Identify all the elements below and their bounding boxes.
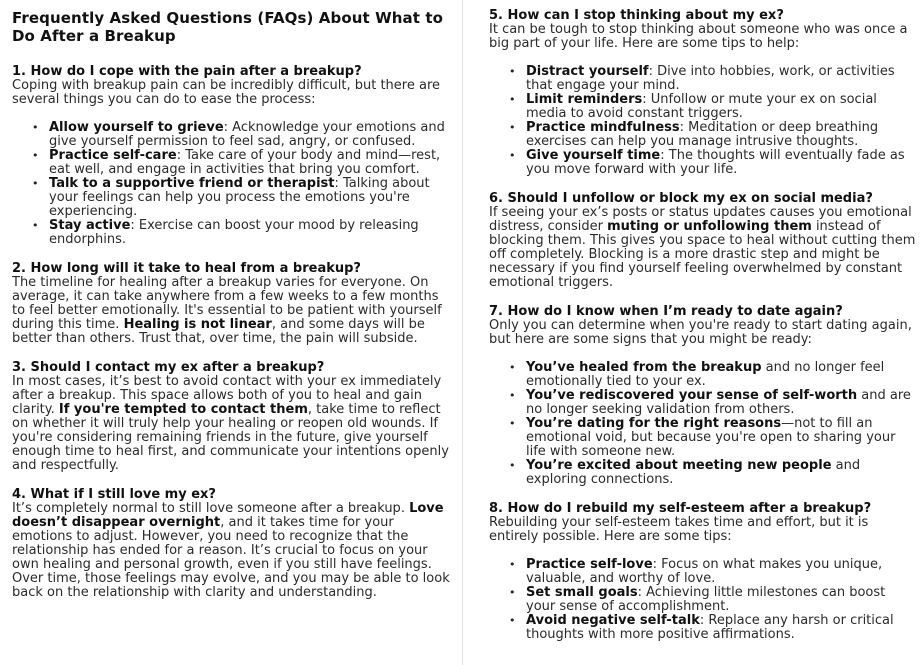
list-item: • Limit reminders: Unfollow or mute your ex on social media to avoid constant triggers. [509, 92, 877, 121]
list-item: • Stay active: Exercise can boost your mood by releasing endorphins. [32, 218, 419, 247]
page-title: Frequently Asked Questions (FAQs) About What to Do After a Breakup [12, 9, 444, 45]
bullet-icon: • [32, 149, 39, 162]
faq-question: 3. Should I contact my ex after a breakup? [12, 360, 325, 375]
list-item: • Practice self-love: Focus on what makes you unique, valuable, and worthy of love. [509, 557, 883, 586]
bullet-icon: • [509, 558, 516, 571]
faq-3 [12, 361, 450, 473]
faq-question: 8. How do I rebuild my self-esteem after a breakup? [489, 501, 872, 516]
list-item: • Practice self-care: Take care of your body and mind—rest, eat well, and engage in activities that bring you comfort. [32, 148, 441, 177]
faq-question: 4. What if I still love my ex? [12, 487, 216, 502]
bullet-icon: • [509, 614, 516, 627]
faq-6 [489, 192, 918, 290]
right-column [463, 0, 924, 665]
faq-1 [12, 65, 450, 247]
bullet-icon: • [509, 417, 516, 430]
faq-answer: It’s completely normal to still love someone after a breakup. Love doesn’t disappear overnight, and it takes time for your emotions to adjust. However, you need to recognize that the relationship has ended for a reason. It’s crucial to focus on your own healing and personal growth, even if you still have feelings. Over time, those feelings may evolve, and you may be able to look back on the relationship with clarity and understanding. [12, 501, 450, 600]
list-item: • Distract yourself: Dive into hobbies, work, or activities that engage your mind. [509, 64, 895, 93]
bullet-icon: • [509, 65, 516, 78]
list-item: • You’ve rediscovered your sense of self-worth and are no longer seeking validation from others. [509, 388, 911, 417]
bullet-icon: • [32, 219, 39, 232]
faq-question: 2. How long will it take to heal from a breakup? [12, 261, 361, 276]
bullet-icon: • [509, 121, 516, 134]
bullet-icon: • [509, 93, 516, 106]
bullet-icon: • [509, 459, 516, 472]
list-item: • Avoid negative self-talk: Replace any harsh or critical thoughts with more positive affirmations. [509, 613, 894, 642]
list-item: • You’ve healed from the breakup and no longer feel emotionally tied to your ex. [509, 360, 885, 389]
faq-8 [489, 502, 918, 642]
faq-intro: It can be tough to stop thinking about someone who was once a big part of your life. Here are some tips to help: [489, 22, 908, 51]
list-item: • Set small goals: Achieving little milestones can boost your sense of accomplishment. [509, 585, 886, 614]
faq-question: 5. How can I stop thinking about my ex? [489, 8, 784, 23]
bullet-icon: • [509, 361, 516, 374]
tips-list [489, 65, 918, 177]
list-item: • You’re dating for the right reasons—not to fill an emotional void, but because you're open to sharing your life with someone new. [509, 416, 896, 459]
list-item: • Allow yourself to grieve: Acknowledge your emotions and give yourself permission to feel sad, angry, or confused. [32, 120, 445, 149]
faq-answer: The timeline for healing after a breakup varies for everyone. On average, it can take anywhere from a few weeks to a few months to feel better emotionally. It's essential to be patient with yourself during this time. Healing is not linear, and some days will be better than others. Trust that, over time, the pain will subside. [12, 275, 442, 346]
tips-list [489, 558, 918, 642]
faq-2 [12, 262, 450, 346]
faq-intro: Rebuilding your self-esteem takes time and effort, but it is entirely possible. Here are some tips: [489, 515, 869, 544]
list-item: • You’re excited about meeting new people and exploring connections. [509, 458, 861, 487]
tips-list [12, 121, 450, 247]
faq-question: 1. How do I cope with the pain after a breakup? [12, 64, 362, 79]
bullet-icon: • [32, 177, 39, 190]
faq-question: 6. Should I unfollow or block my ex on social media? [489, 191, 873, 206]
faq-answer: In most cases, it’s best to avoid contact with your ex immediately after a breakup. This space allows both of you to heal and gain clarity. If you're tempted to contact them, take time to reflect on whether it will truly help your healing or reopen old wounds. If you're considering remaining friends in the future, give yourself enough time to heal first, and communicate your intentions openly and respectfully. [12, 374, 449, 473]
bullet-icon: • [509, 149, 516, 162]
list-item: • Practice mindfulness: Meditation or deep breathing exercises can help you manage intrusive thoughts. [509, 120, 879, 149]
faq-answer: If seeing your ex’s posts or status updates causes you emotional distress, consider muting or unfollowing them instead of blocking them. This gives you space to heal without cutting them off completely. Blocking is a more drastic step and might be necessary if you find yourself feeling overwhelmed by constant emotional triggers. [489, 205, 916, 290]
list-item: • Talk to a supportive friend or therapist: Talking about your feelings can help you process the emotions you're experiencing. [32, 176, 430, 219]
faq-4 [12, 488, 450, 600]
faq-7 [489, 305, 918, 487]
faq-intro: Coping with breakup pain can be incredibly difficult, but there are several things you can do to ease the process: [12, 78, 440, 107]
faq-5 [489, 9, 918, 177]
faq-intro: Only you can determine when you're ready to start dating again, but here are some signs that you might be ready: [489, 318, 912, 347]
bullet-icon: • [509, 586, 516, 599]
bullet-icon: • [509, 389, 516, 402]
signs-list [489, 361, 918, 487]
list-item: • Give yourself time: The thoughts will eventually fade as you move forward with your life. [509, 148, 905, 177]
bullet-icon: • [32, 121, 39, 134]
faq-question: 7. How do I know when I’m ready to date again? [489, 304, 843, 319]
